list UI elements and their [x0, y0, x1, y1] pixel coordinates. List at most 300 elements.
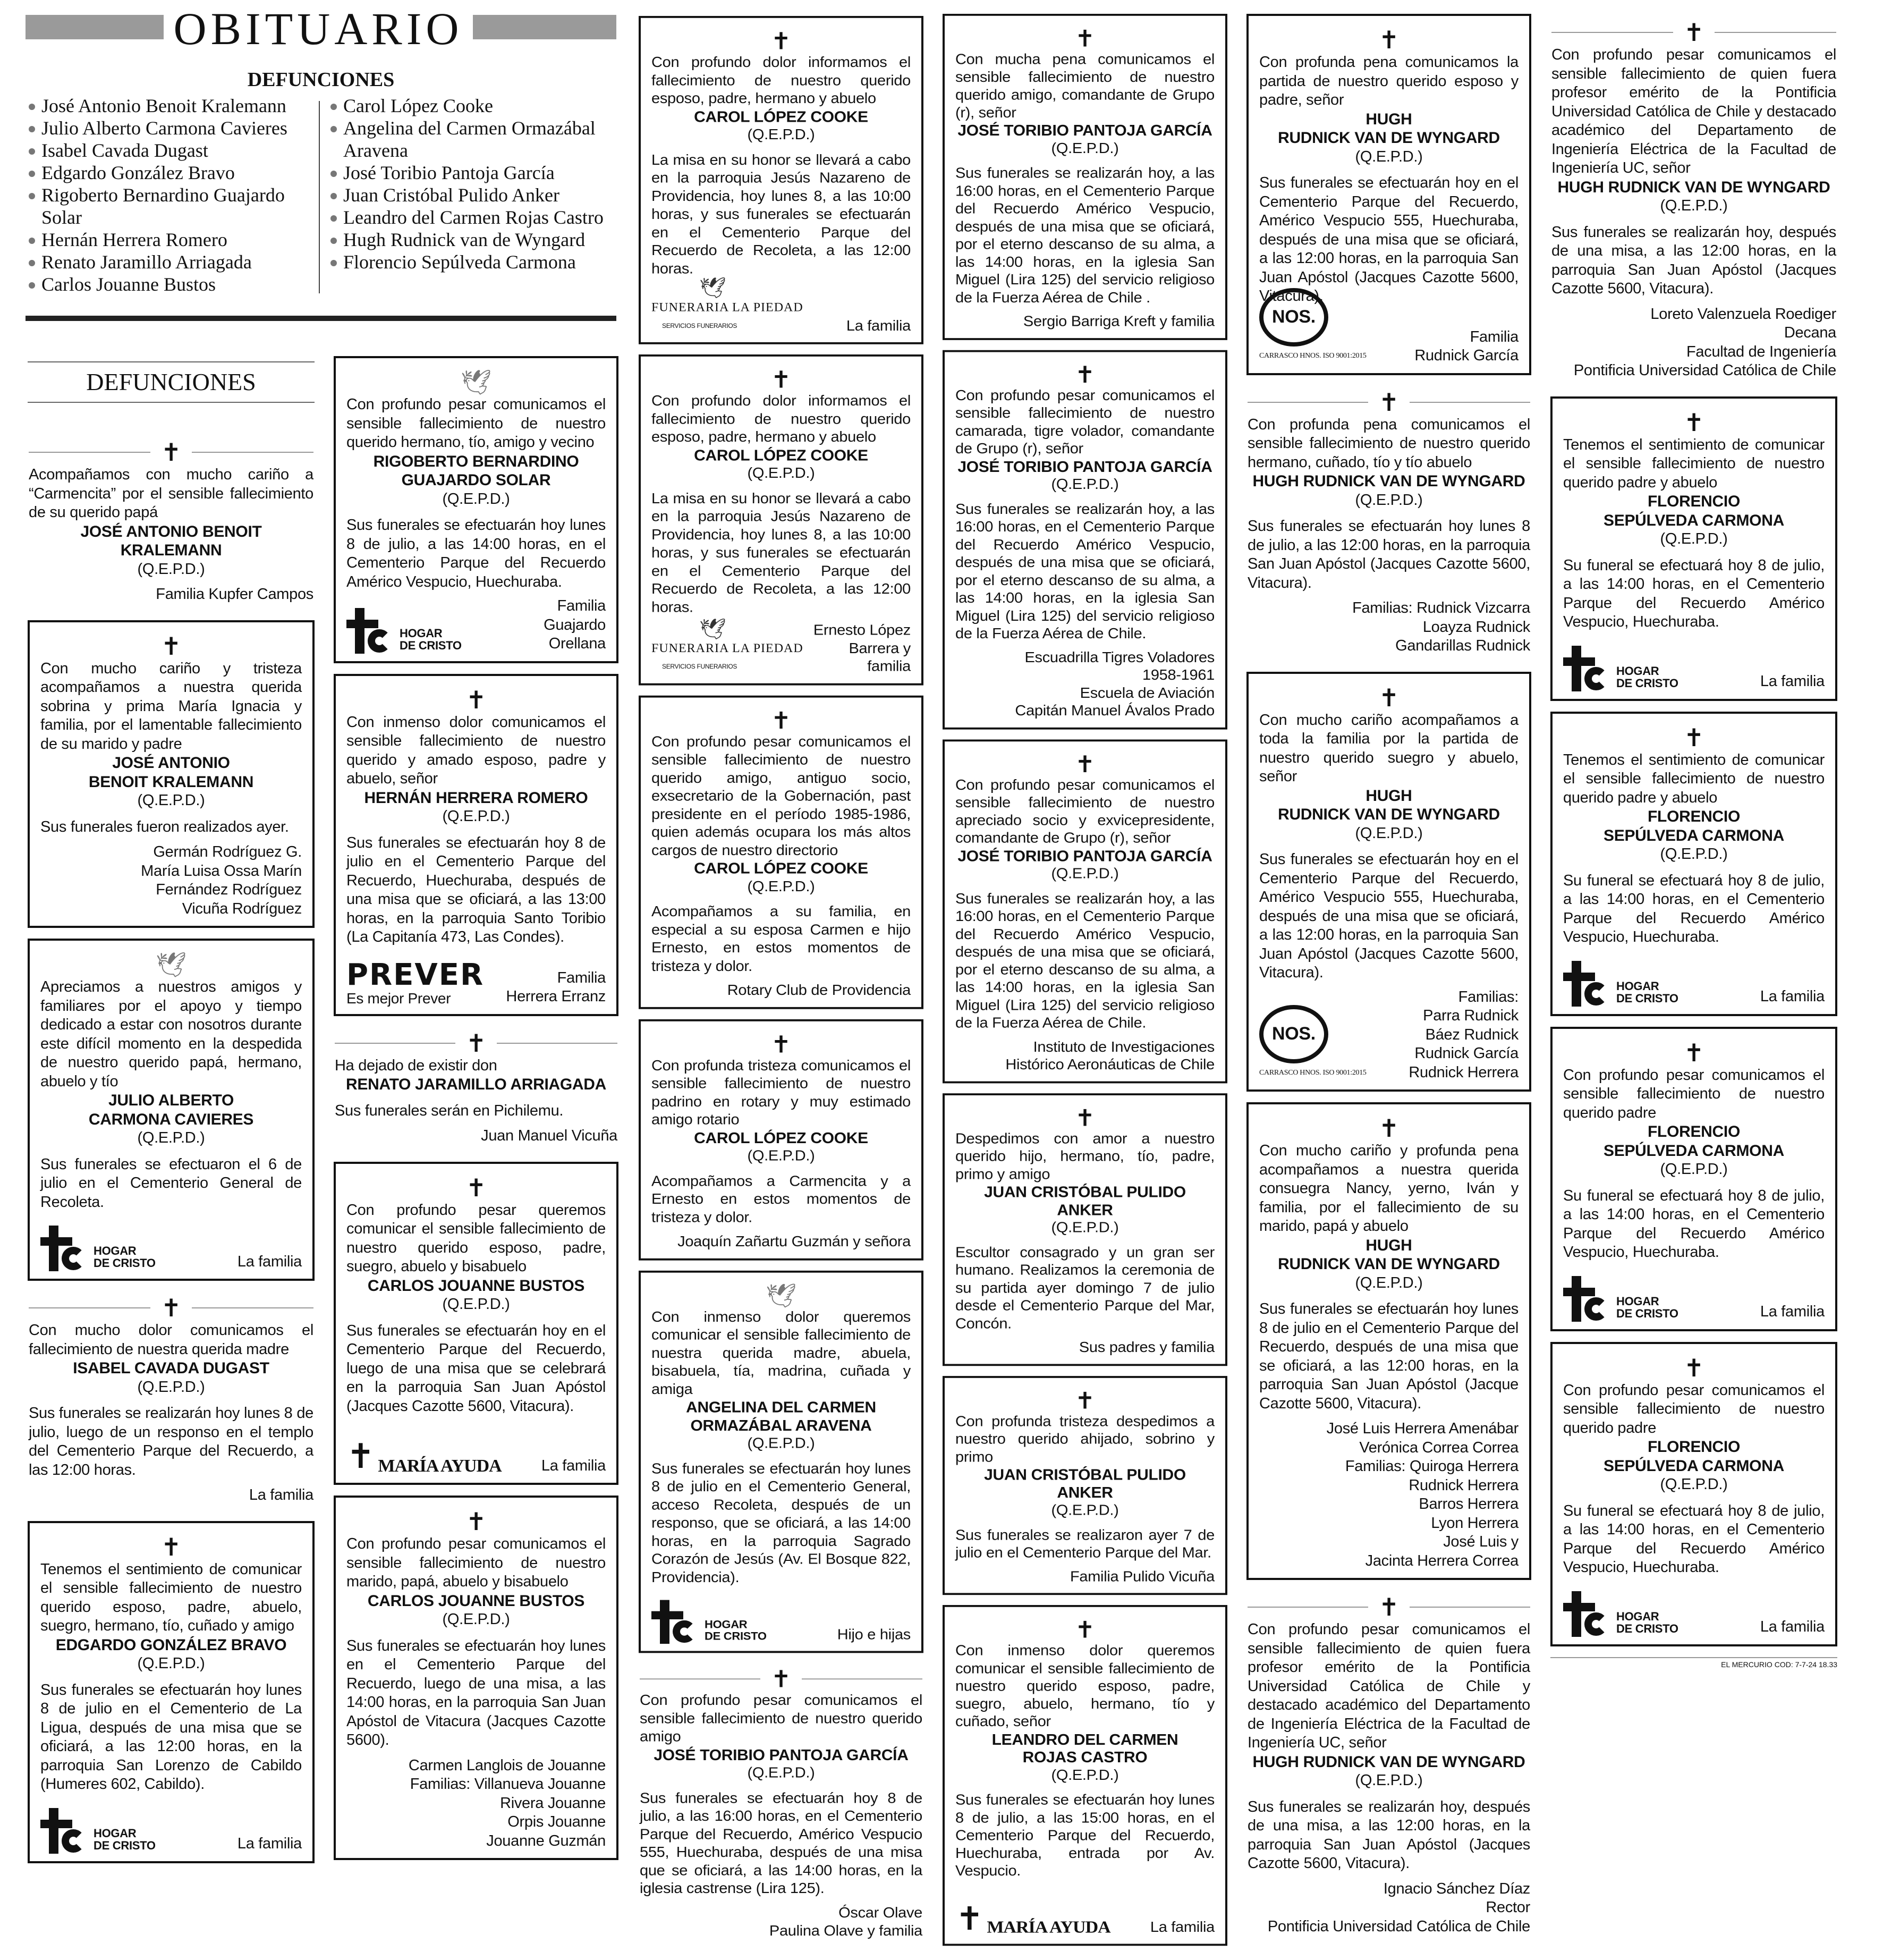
logo-maria	[346, 1424, 502, 1475]
logo-text: NOS.	[1272, 1023, 1316, 1044]
deceased-name-item: Hernán Herrera Romero	[28, 229, 315, 251]
list-divider	[319, 101, 320, 293]
column-6	[1550, 16, 1837, 1669]
deceased-name-item: Carol López Cooke	[329, 95, 616, 117]
hogar-de-cristo-icon	[40, 1226, 88, 1271]
funeral-details: Sus funerales se efectuarán hoy lunes 8 de julio, a las 15:00 horas, en el Cementerio Parque del Recuerdo, Huechuraba, entrada por Av. Vespucio.	[955, 1792, 1215, 1879]
qepd-label: (Q.E.P.D.)	[1355, 148, 1423, 165]
deceased-name-item: Leandro del Carmen Rojas Castro	[329, 206, 616, 229]
deceased-name: JOSÉ ANTONIO BENOIT KRALEMANN	[80, 522, 262, 559]
logo-part	[49, 1226, 58, 1271]
chnos-emblem-icon	[1259, 288, 1328, 347]
notice-intro: Tenemos el sentimiento de comunicar el sensible fallecimiento de nuestro querido padre y abuelo	[1563, 751, 1825, 806]
obituary-notice	[334, 1027, 618, 1153]
notice-intro: Con profunda tristeza comunicamos el sensible fallecimiento de nuestro padrino en rotary y muy estimado amigo rotario	[651, 1057, 911, 1128]
deceased-name: JUAN CRISTÓBAL PULIDO ANKER	[984, 1466, 1186, 1501]
logo-hogar	[346, 603, 462, 654]
notice-signature: Joaquín Zañartu Guzmán y señora	[677, 1233, 911, 1250]
qepd-label: (Q.E.P.D.)	[137, 560, 205, 578]
section-title: DEFUNCIONES	[28, 361, 315, 403]
deceased-name: CAROL LÓPEZ COOKE	[694, 108, 868, 125]
separator-rule	[1248, 389, 1530, 416]
signature-row	[955, 1886, 1215, 1937]
logo-part	[660, 1600, 669, 1644]
header-bar-right	[473, 15, 616, 39]
column-5	[1246, 14, 1531, 1952]
notice-signature: La familia	[237, 1253, 302, 1270]
logo-text: HOGAR DE CRISTO	[400, 626, 462, 652]
notice-intro: Acompañamos con mucho cariño a “Carmencita” por el sensible fallecimiento de su querido papá	[29, 466, 313, 521]
qepd-label: (Q.E.P.D.)	[442, 1611, 510, 1628]
funeral-details: Sus funerales se efectuaron el 6 de julio en el Cementerio General de Recoleta.	[40, 1155, 302, 1211]
qepd-label: (Q.E.P.D.)	[1660, 1476, 1728, 1493]
logo-part	[1584, 1297, 1608, 1321]
signature-row	[651, 618, 911, 676]
separator-rule	[1248, 1594, 1530, 1620]
deceased-name: RENATO JARAMILLO ARRIAGADA	[346, 1076, 606, 1093]
signature-row	[1259, 307, 1519, 366]
logo-chnos	[1259, 1023, 1367, 1082]
notice-intro: Con profundo pesar queremos comunicar el sensible fallecimiento de nuestro querido esposo, padre, suegro, abuelo y bisabuelo	[346, 1201, 606, 1275]
obituary-notice	[334, 674, 618, 1016]
notice-signature: Óscar Olave Paulina Olave y familia	[769, 1904, 922, 1939]
deceased-name: LEANDRO DEL CARMEN ROJAS CASTRO	[991, 1731, 1178, 1766]
qepd-label: (Q.E.P.D.)	[1051, 476, 1119, 493]
qepd-label: (Q.E.P.D.)	[747, 1764, 815, 1781]
funeral-details: Su funeral se efectuará hoy 8 de julio, a las 14:00 horas, en el Cementerio Parque del Recuerdo Américo Vespucio, Huechuraba.	[1563, 1502, 1825, 1576]
logo-part	[1572, 1591, 1581, 1637]
qepd-label: (Q.E.P.D.)	[1660, 846, 1728, 863]
column-4	[943, 14, 1227, 1956]
logo-part	[1563, 657, 1595, 666]
logo-text: HOGAR DE CRISTO	[705, 1618, 767, 1643]
funeral-details: La misa en su honor se llevará a cabo en la parroquia Jesús Nazareno de Providencia, hoy lunes 8, a las 10:00 horas, y sus funerales se efectuarán en el Cementerio Parque del Recuerdo de Recoleta, a las 12:00 horas.	[651, 151, 911, 277]
notice-signature: Familia Kupfer Campos	[156, 586, 313, 603]
deceased-name: FLORENCIO SEPÚLVEDA CARMONA	[1604, 493, 1784, 529]
deceased-name: HUGH RUDNICK VAN DE WYNGARD	[1278, 110, 1500, 147]
deceased-name: FLORENCIO SEPÚLVEDA CARMONA	[1604, 1438, 1784, 1475]
deceased-name: FLORENCIO SEPÚLVEDA CARMONA	[1604, 808, 1784, 844]
qepd-label: (Q.E.P.D.)	[1355, 491, 1423, 509]
cross-icon: ✝	[160, 438, 182, 467]
obituary-notice	[639, 1663, 923, 1947]
signature-row	[346, 952, 606, 1007]
maria-ayuda-logo	[955, 1900, 1110, 1937]
logo-text: HOGAR DE CRISTO	[1616, 664, 1678, 690]
notice-intro: Con profundo pesar comunicamos el sensible fallecimiento de nuestro querido padre	[1563, 1066, 1825, 1121]
notice-intro: Con profundo pesar comunicamos el sensible fallecimiento de nuestro querido hermano, tío, amigo y vecino	[346, 396, 606, 451]
logo-text: HOGAR DE CRISTO	[94, 1826, 156, 1852]
deceased-name-item: Julio Alberto Carmona Cavieres	[28, 117, 315, 139]
funeral-details: Sus funerales se efectuarán hoy en el Cementerio Parque del Recuerdo, Américo Vespucio 555, Huechuraba, después de una misa que se oficiará, a las 12:00 horas, en la parroquia San Juan Apóstol (Jacques Cazotte 5600, Vitacura).	[1259, 174, 1519, 305]
deceased-name: CAROL LÓPEZ COOKE	[694, 1129, 868, 1147]
cross-icon: ✝	[770, 1665, 792, 1693]
signature-row	[1563, 1268, 1825, 1322]
funeral-details: Su funeral se efectuará hoy 8 de julio, a las 14:00 horas, en el Cementerio Parque del Recuerdo Américo Vespucio, Huechuraba.	[1563, 556, 1825, 630]
signature-row	[651, 1592, 911, 1644]
logo-subtext: Es mejor Prever	[346, 990, 451, 1007]
cross-icon: ✝	[1683, 18, 1704, 47]
cross-icon: ✝	[1074, 750, 1096, 778]
funeral-details: Sus funerales se efectuarán hoy lunes en el Cementerio Parque del Recuerdo, luego de una misa, a las 14:00 horas, en la parroquia San Juan Apóstol de Vitacura (Jacques Cazotte 5600).	[346, 1637, 606, 1748]
qepd-label: (Q.E.P.D.)	[1051, 140, 1119, 157]
obituary-notice	[1246, 1102, 1531, 1580]
signature-row	[40, 1800, 302, 1854]
notice-intro: Con inmenso dolor queremos comunicar el sensible fallecimiento de nuestra querida madre, abuela, bisabuela, tía, madrina, cuñada y amiga	[651, 1308, 911, 1398]
signature-row	[40, 1217, 302, 1271]
notice-intro: Tenemos el sentimiento de comunicar el sensible fallecimiento de nuestro querido padre y abuelo	[1563, 436, 1825, 491]
dove-icon: 🕊	[765, 1281, 797, 1310]
cross-icon: ✝	[1074, 1104, 1096, 1131]
logo-part	[1572, 961, 1581, 1007]
obituary-notice	[1246, 386, 1531, 663]
funeral-details: Acompañamos a Carmencita y a Ernesto en estos momentos de tristeza y dolor.	[651, 1173, 911, 1226]
deceased-name: HUGH RUDNICK VAN DE WYNGARD	[1252, 472, 1525, 490]
obituary-notice	[639, 1019, 923, 1260]
hogar-de-cristo-icon	[40, 1808, 88, 1854]
qepd-label: (Q.E.P.D.)	[747, 465, 815, 481]
signature-row	[1563, 952, 1825, 1007]
logo-part	[1584, 667, 1608, 690]
notice-intro: Con mucho cariño y profunda pena acompañamos a nuestra querida consuegra Nancy, yerno, Iván y familia, por el fallecimiento de su marido, papá y abuelo	[1259, 1142, 1519, 1235]
deceased-name: HUGH RUDNICK VAN DE WYNGARD	[1278, 787, 1500, 823]
deceased-name: ANGELINA DEL CARMEN ORMAZÁBAL ARAVENA	[686, 1399, 876, 1434]
notice-intro: Con profundo pesar comunicamos el sensible fallecimiento de nuestro apreciado socio y exvicepresidente, comandante de Grupo (r), señor	[955, 776, 1215, 847]
logo-maria	[955, 1888, 1110, 1937]
cross-icon: ✝	[1378, 387, 1399, 417]
obituary-notice	[28, 1521, 315, 1863]
deceased-name: JOSÉ TORIBIO PANTOJA GARCÍA	[957, 458, 1212, 476]
deceased-name: EDGARDO GONZÁLEZ BRAVO	[55, 1636, 287, 1654]
logo-part	[1584, 982, 1608, 1006]
funeral-details: Sus funerales se efectuarán hoy lunes 8 de julio, a las 12:00 horas, en la parroquia San Juan Apóstol (Jacques Cazotte 5600, Vitacura).	[1248, 518, 1530, 592]
deceased-name: CAROL LÓPEZ COOKE	[694, 860, 868, 877]
obituary-notice	[1550, 16, 1837, 388]
qepd-label: (Q.E.P.D.)	[747, 1147, 815, 1164]
obituary-notice	[334, 1496, 618, 1860]
funeral-details: Su funeral se efectuará hoy 8 de julio, a las 14:00 horas, en el Cementerio Parque del Recuerdo Américo Vespucio, Huechuraba.	[1563, 872, 1825, 945]
funeral-details: Sus funerales se realizarán hoy, a las 16:00 horas, en el Cementerio Parque del Recuerdo Américo Vespucio, después de una misa que se oficiará, por el eterno descanso de su alma, a las 14:00 horas, en la iglesia San Miguel (Lira 125) del servicio religioso de la Fuerza Aérea de Chile.	[955, 890, 1215, 1032]
cross-icon: ✝	[465, 1028, 487, 1058]
funeral-details: Sus funerales se efectuarán hoy 8 de julio, a las 16:00 horas, en el Cementerio Parque del Recuerdo, Américo Vespucio 555, Huechuraba, después de una misa que se oficiará, a las 14:00 horas, en la iglesia castrense (Lira 125).	[640, 1789, 922, 1897]
qepd-label: (Q.E.P.D.)	[1660, 197, 1728, 214]
notice-signature: La familia	[541, 1457, 606, 1474]
logo-hogar	[651, 1595, 767, 1644]
qepd-label: (Q.E.P.D.)	[747, 1435, 815, 1452]
deceased-name: HUGH RUDNICK VAN DE WYNGARD	[1252, 1753, 1525, 1771]
cross-icon: ✝	[1683, 1038, 1704, 1067]
logo-subtext: SERVICIOS FUNERARIOS	[662, 663, 737, 670]
notice-signature: Escuadrilla Tigres Voladores 1958-1961 Escuela de Aviación Capitán Manuel Ávalos Prado	[1015, 649, 1215, 719]
funeral-details: Sus funerales se realizarán hoy, después de una misa, a las 12:00 horas, en la parroquia San Juan Apóstol (Jacques Cazotte 5600, Vitacura).	[1248, 1798, 1530, 1872]
obituary-notice	[1550, 396, 1837, 701]
obituary-notice	[639, 16, 923, 344]
obituary-notice	[943, 1093, 1227, 1366]
logo-part	[1563, 1288, 1595, 1296]
funeral-details: Sus funerales se realizarán hoy, a las 16:00 horas, en el Cementerio Parque del Recuerdo Américo Vespucio, después de una misa que se oficiará, por el eterno descanso de su alma, a las 14:00 horas, en la iglesia San Miguel (Lira 125) del servicio religioso de la Fuerza Aérea de Chile.	[955, 501, 1215, 642]
notice-intro: Con profundo pesar comunicamos el sensible fallecimiento de nuestro querido padre	[1563, 1381, 1825, 1437]
hogar-de-cristo-icon	[651, 1600, 699, 1644]
header-rule	[26, 316, 616, 321]
notice-signature: La familia	[846, 317, 911, 334]
notice-intro: Con inmenso dolor comunicamos el sensible fallecimiento de nuestro querido y amado esposo, padre y abuelo, señor	[346, 713, 606, 787]
notice-intro: Apreciamos a nuestros amigos y familiares por el apoyo y tiempo dedicado a estar con nosotros durante este difícil momento en la despedida de nuestro querido papá, hermano, abuelo y tío	[40, 978, 302, 1090]
obituary-notice	[1246, 672, 1531, 1092]
deceased-name: HUGH RUDNICK VAN DE WYNGARD	[1557, 178, 1830, 196]
carrasco-logo	[1259, 1005, 1367, 1083]
logo-text: MARÍA AYUDA	[987, 1918, 1110, 1937]
cross-icon: ✝	[770, 366, 792, 393]
notice-intro: Con mucho dolor comunicamos el fallecimiento de nuestra querida madre	[29, 1322, 313, 1358]
separator-rule	[1551, 19, 1836, 46]
signature-row	[1259, 988, 1519, 1083]
obituary-notice	[28, 620, 315, 928]
notice-signature: Ernesto López Barrera y familia	[813, 622, 911, 675]
notice-intro: Con profundo pesar comunicamos el sensible fallecimiento de nuestro camarada, tigre volador, comandante de Grupo (r), señor	[955, 387, 1215, 457]
qepd-label: (Q.E.P.D.)	[137, 1655, 205, 1672]
obituary-notice	[639, 1270, 923, 1653]
funeral-details: Escultor consagrado y un gran ser humano. Realizamos la ceremonia de su partida ayer domingo 7 de julio desde el Cementerio Parque del Mar, Concón.	[955, 1244, 1215, 1332]
notice-signature: Rotary Club de Providencia	[727, 982, 911, 999]
logo-part	[651, 1611, 683, 1619]
page-title: OBITUARIO	[173, 3, 463, 54]
notice-intro: Con profundo pesar comunicamos el sensible fallecimiento de quien fuera profesor emérito de la Pontificia Universidad Católica de Chile y destacado académico del Departamento de Ingeniería Eléctrica de la Facultad de Ingeniería UC, señor	[1551, 46, 1836, 176]
funeral-details: La misa en su honor se llevará a cabo en la parroquia Jesús Nazareno de Providencia, hoy lunes 8, a las 10:00 horas, y sus funerales se efectuarán en el Cementerio Parque del Recuerdo de Recoleta, a las 12:00 horas.	[651, 490, 911, 615]
notice-signature: Familia Pulido Vicuña	[1070, 1568, 1215, 1585]
deceased-name-item: Rigoberto Bernardino Guajardo Solar	[28, 184, 315, 229]
logo-part	[40, 1237, 72, 1246]
logo-funeraria	[651, 277, 803, 335]
crucifix-icon: ✝	[346, 1437, 375, 1475]
carrasco-logo	[1259, 288, 1367, 366]
obituary-notice	[1550, 712, 1837, 1016]
footer-code: EL MERCURIO COD: 7-7-24 18.33	[1550, 1657, 1837, 1669]
qepd-label: (Q.E.P.D.)	[1660, 1161, 1728, 1178]
hogar-de-cristo-icon	[1563, 1276, 1611, 1322]
notice-signature: Familia Rudnick García	[1414, 328, 1519, 364]
qepd-label: (Q.E.P.D.)	[442, 808, 510, 825]
logo-text: HOGAR DE CRISTO	[1616, 1294, 1678, 1320]
hogar-de-cristo-icon	[346, 608, 394, 654]
deceased-name: JOSÉ TORIBIO PANTOJA GARCÍA	[957, 122, 1212, 139]
logo-text: FUNERARIA LA PIEDAD	[651, 301, 803, 315]
cross-icon: ✝	[465, 685, 487, 714]
cross-icon: ✝	[770, 1030, 792, 1058]
cross-icon: ✝	[770, 27, 792, 55]
deceased-name: HUGH RUDNICK VAN DE WYNGARD	[1278, 1236, 1500, 1273]
hogar-de-cristo-icon	[1563, 646, 1611, 691]
notice-intro: Tenemos el sentimiento de comunicar el sensible fallecimiento de nuestro querido esposo, padre, abuelo, suegro, hermano, tío, cuñado y amigo	[40, 1560, 302, 1634]
signature-row	[1563, 637, 1825, 691]
maria-ayuda-logo	[346, 1437, 502, 1475]
notice-signature: Familia Guajardo Orellana	[544, 597, 606, 652]
notice-intro: Con profunda tristeza despedimos a nuestro querido ahijado, sobrino y primo	[955, 1413, 1215, 1465]
notice-signature: Germán Rodríguez G. María Luisa Ossa Marín Fernández Rodríguez Vicuña Rodríguez	[141, 843, 302, 917]
column-2	[334, 356, 618, 1871]
logo-part	[1584, 1612, 1608, 1636]
logo-chnos	[1259, 307, 1367, 366]
notice-intro: Con profundo pesar comunicamos el sensible fallecimiento de quien fuera profesor emérito de la Pontificia Universidad Católica de Chile y destacado académico del Departamento de Ingeniería Eléctrica de la Facultad de Ingeniería UC, señor	[1248, 1621, 1530, 1751]
logo-hogar	[1563, 1586, 1678, 1637]
notice-signature: La familia	[249, 1486, 313, 1503]
qepd-label: (Q.E.P.D.)	[1051, 1219, 1119, 1236]
deceased-name-item: Angelina del Carmen Ormazábal Aravena	[329, 117, 616, 162]
logo-part	[673, 1620, 696, 1643]
qepd-label: (Q.E.P.D.)	[1051, 1767, 1119, 1784]
deceased-name: CARLOS JOUANNE BUSTOS	[367, 1592, 585, 1610]
logo-hogar	[40, 1803, 156, 1854]
notice-intro: Con profundo pesar comunicamos el sensible fallecimiento de nuestro querido amigo	[640, 1692, 922, 1745]
notice-intro: Despedimos con amor a nuestro querido hijo, hermano, tío, padre, primo y amigo	[955, 1130, 1215, 1182]
qepd-label: (Q.E.P.D.)	[1051, 866, 1119, 882]
qepd-label: (Q.E.P.D.)	[1355, 1772, 1423, 1789]
cross-icon: ✝	[1378, 1114, 1399, 1143]
obituary-notice	[1550, 1027, 1837, 1331]
logo-part	[40, 1820, 72, 1828]
qepd-label: (Q.E.P.D.)	[137, 1378, 205, 1396]
obituary-notice	[28, 436, 315, 612]
logo-caption: CARRASCO HNOS. ISO 9001:2015	[1259, 1068, 1367, 1077]
notice-signature: José Luis Herrera Amenábar Verónica Correa Correa Familias: Quiroga Herrera Rudnick Herrera Barros Herrera Lyon Herrera José Luis y Jacinta Herrera Correa	[1326, 1420, 1519, 1569]
crucifix-icon: ✝	[955, 1900, 984, 1937]
logo-part	[355, 608, 364, 654]
notice-intro: Con profundo pesar comunicamos el sensible fallecimiento de nuestro marido, papá, abuelo y bisabuelo	[346, 1535, 606, 1590]
names-list-left	[28, 95, 315, 295]
logo-text: HOGAR DE CRISTO	[94, 1244, 156, 1270]
funeral-details: Sus funerales se efectuarán hoy lunes 8 de julio en el Cementerio de La Ligua, después de una misa que se oficiará, a las 12:00 horas, en la parroquia San Lorenzo de Cabildo (Humeres 602, Cabildo).	[40, 1681, 302, 1793]
deceased-name-item: Edgardo González Bravo	[28, 162, 315, 184]
notice-intro: Con mucha pena comunicamos el sensible fallecimiento de nuestro querido amigo, comandante de Grupo (r), señor	[955, 51, 1215, 121]
deceased-name-item: José Toribio Pantoja García	[329, 162, 616, 184]
cross-icon: ✝	[1074, 24, 1096, 52]
notice-intro: Con inmenso dolor queremos comunicar el sensible fallecimiento de nuestro querido esposo, padre, suegro, abuelo, hermano, tío y cuñado, señor	[955, 1642, 1215, 1730]
funeraria-logo	[651, 618, 803, 675]
notice-signature: Instituto de Investigaciones Histórico Aeronáuticas de Chile	[1005, 1038, 1215, 1073]
funeral-details: Sus funerales se efectuarán hoy lunes 8 de julio, a las 14:00 horas, en el Cementerio Parque del Recuerdo Américo Vespucio, Huechuraba.	[346, 517, 606, 590]
cross-icon: ✝	[1074, 1616, 1096, 1643]
qepd-label: (Q.E.P.D.)	[442, 490, 510, 508]
notice-intro: Con mucho cariño y tristeza acompañamos a nuestra querida sobrina y prima María Ignacia y familia, por el lamentable fallecimiento de su marido y padre	[40, 660, 302, 753]
notice-intro: Ha dejado de existir don	[335, 1057, 497, 1074]
deceased-name: ISABEL CAVADA DUGAST	[73, 1359, 269, 1377]
funeral-details: Sus funerales se efectuarán hoy 8 de julio en el Cementerio Parque del Recuerdo, Huechuraba, después de una misa que se oficiará, a las 13:00 horas, en la parroquia Santo Toribio (La Capitanía 473, Las Condes).	[346, 834, 606, 945]
cross-icon: ✝	[1378, 1593, 1399, 1621]
logo-part	[1563, 973, 1595, 981]
obituary-notice	[28, 939, 315, 1281]
qepd-label: (Q.E.P.D.)	[1355, 824, 1423, 842]
funeraria-logo	[651, 277, 803, 335]
logo-hogar	[1563, 640, 1678, 691]
notice-signature: La familia	[1760, 988, 1825, 1005]
notice-signature: La familia	[1760, 1303, 1825, 1320]
cross-icon: ✝	[1378, 26, 1399, 54]
funeral-details: Sus funerales fueron realizados ayer.	[40, 818, 289, 835]
funeral-details: Sus funerales se realizarán hoy, después de una misa, a las 12:00 horas, en la parroquia San Juan Apóstol (Jacques Cazotte 5600, Vitacura).	[1551, 223, 1836, 297]
deceased-name-item: Florencio Sepúlveda Carmona	[329, 251, 616, 273]
header-bar-left	[26, 15, 164, 39]
deceased-name: CARLOS JOUANNE BUSTOS	[367, 1277, 585, 1295]
funeral-details: Sus funerales se efectuarán hoy lunes 8 de julio en el Cementerio General, acceso Recoleta, después de un responso, que se oficiará, a las 14:00 horas, en la parroquia Sagrado Corazón de Jesús (Av. El Bosque 822, Providencia).	[651, 1460, 911, 1586]
logo-caption: CARRASCO HNOS. ISO 9001:2015	[1259, 352, 1367, 360]
logo-part	[62, 1247, 85, 1270]
logo-hogar	[1563, 1271, 1678, 1322]
deceased-name-item: Juan Cristóbal Pulido Anker	[329, 184, 616, 206]
cross-icon: ✝	[770, 706, 792, 734]
logo-text: FUNERARIA LA PIEDAD	[651, 641, 803, 655]
notice-signature: Familia Herrera Erranz	[506, 969, 606, 1005]
notice-signature: La familia	[1760, 1618, 1825, 1635]
notice-intro: Con profundo dolor informamos el fallecimiento de nuestro querido esposo, padre, hermano y abuelo	[651, 54, 911, 107]
logo-part	[346, 620, 378, 628]
qepd-label: (Q.E.P.D.)	[442, 1296, 510, 1313]
funeral-details: Sus funerales se efectuarán hoy en el Cementerio Parque del Recuerdo, Américo Vespucio 555, Huechuraba, después de una misa que se oficiará, a las 12:00 horas, en la parroquia San Juan Apóstol (Jacques Cazotte 5600, Vitacura).	[1259, 851, 1519, 981]
cross-icon: ✝	[1683, 1353, 1704, 1382]
signature-row	[651, 277, 911, 335]
logo-text: HOGAR DE CRISTO	[1616, 979, 1678, 1005]
deaths-list-title: DEFUNCIONES	[247, 69, 395, 91]
notice-signature: Familias: Parra Rudnick Báez Rudnick Rudnick García Rudnick Herrera	[1409, 988, 1519, 1081]
deceased-name: JOSÉ TORIBIO PANTOJA GARCÍA	[654, 1746, 909, 1764]
qepd-label: (Q.E.P.D.)	[1660, 530, 1728, 547]
funeral-details: Sus funerales serán en Pichilemu.	[335, 1102, 564, 1119]
notice-intro: Con profundo dolor informamos el fallecimiento de nuestro querido esposo, padre, hermano y abuelo	[651, 392, 911, 445]
qepd-label: (Q.E.P.D.)	[137, 1129, 205, 1146]
cross-icon: ✝	[1683, 408, 1704, 437]
notice-signature: La familia	[1150, 1919, 1215, 1936]
notice-intro: Con profunda pena comunicamos la partida de nuestro querido esposo y padre, señor	[1259, 54, 1519, 108]
logo-part	[1563, 1603, 1595, 1611]
notice-signature: Loreto Valenzuela Roediger Decana Facultad de Ingeniería Pontificia Universidad Católica de Chile	[1573, 305, 1836, 379]
funeral-details: Acompañamos a su familia, en especial a su esposa Carmen e hijo Ernesto, en estos momentos de tristeza y dolor.	[651, 903, 911, 975]
funeral-details: Sus funerales se efectuarán hoy lunes 8 de julio en el Cementerio Parque del Recuerdo, después de una misa que se oficiará, a las 12:00 horas, en la parroquia San Juan Apóstol (Jacque Cazotte 5600, Vitacura).	[1259, 1300, 1519, 1412]
qepd-label: (Q.E.P.D.)	[137, 792, 205, 809]
obituary-notice	[943, 739, 1227, 1083]
signature-row	[346, 597, 606, 654]
notice-intro: Con mucho cariño acompañamos a toda la familia por la partida de nuestro querido suegro y abuelo, señor	[1259, 711, 1519, 785]
obituary-notice	[639, 695, 923, 1009]
deceased-name: FLORENCIO SEPÚLVEDA CARMONA	[1604, 1123, 1784, 1160]
obituary-notice	[943, 1376, 1227, 1595]
obituary-notice	[334, 1162, 618, 1485]
qepd-label: (Q.E.P.D.)	[747, 878, 815, 895]
notice-intro: Con profunda pena comunicamos el sensible fallecimiento de nuestro querido hermano, cuñado, tío y tío abuelo	[1248, 416, 1530, 471]
cross-icon: ✝	[1074, 1387, 1096, 1414]
logo-text: NOS.	[1272, 307, 1316, 327]
signature-row	[1563, 1583, 1825, 1637]
funeral-details: Sus funerales se realizarán hoy lunes 8 de julio, luego de un responso en el templo del Cementerio Parque del Recuerdo, a las 12:00 horas.	[29, 1405, 313, 1479]
logo-part	[1572, 646, 1581, 691]
hogar-de-cristo-icon	[1563, 1591, 1611, 1637]
cross-icon: ✝	[465, 1173, 487, 1202]
separator-rule	[640, 1666, 922, 1692]
deceased-name: JUAN CRISTÓBAL PULIDO ANKER	[984, 1184, 1186, 1219]
obituary-notice	[334, 356, 618, 663]
separator-rule	[335, 1030, 617, 1057]
obituary-notice	[943, 1605, 1227, 1946]
cross-icon: ✝	[160, 631, 182, 661]
deceased-name: JULIO ALBERTO CARMONA CAVIERES	[88, 1092, 254, 1128]
separator-rule	[29, 1295, 313, 1321]
cross-icon: ✝	[1683, 723, 1704, 752]
notice-intro: Con profundo pesar comunicamos el sensible fallecimiento de nuestro querido amigo, antiguo socio, exsecretario de la Gobernación, past presidente en el período 1985-1986, quien además ocupara los más altos cargos de nuestro directorio	[651, 733, 911, 859]
separator-rule	[29, 439, 313, 466]
funeral-details: Sus funerales se realizarán hoy, a las 16:00 horas, en el Cementerio Parque del Recuerdo Américo Vespucio, después de una misa que se oficiará, por el eterno descanso de su alma, a las 14:00 horas, en la iglesia San Miguel (Lira 125) del servicio religioso de la Fuerza Aérea de Chile .	[955, 165, 1215, 306]
qepd-label: (Q.E.P.D.)	[747, 126, 815, 143]
deceased-name-item: Hugh Rudnick van de Wyngard	[329, 229, 616, 251]
logo-prever	[346, 956, 484, 1007]
logo-part	[368, 629, 391, 653]
dove-icon: 🕊	[460, 368, 492, 396]
